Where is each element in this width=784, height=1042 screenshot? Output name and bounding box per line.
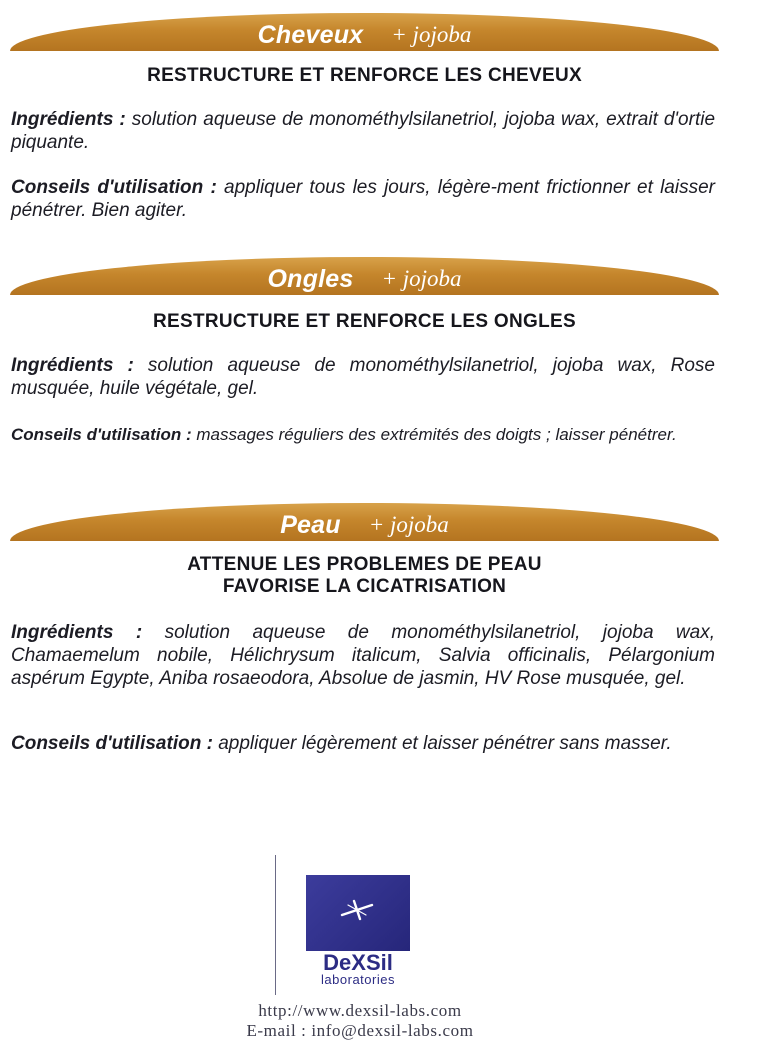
website-link[interactable]: http://www.dexsil-labs.com — [258, 1001, 462, 1020]
usage-text: appliquer légèrement et laisser pénétrer sans masser. — [212, 733, 672, 754]
section-subtitle: + jojoba — [391, 22, 472, 47]
ingredients-label: Ingrédients : — [11, 622, 143, 643]
ingredients-paragraph — [11, 354, 715, 400]
section-title: Peau — [280, 511, 341, 539]
usage-paragraph — [11, 176, 715, 222]
logo-subtitle: laboratories — [321, 972, 395, 987]
ingredients-label: Ingrédients : — [11, 109, 126, 130]
vertical-divider — [275, 855, 276, 995]
usage-label: Conseils d'utilisation : — [11, 177, 217, 198]
section-subtitle: + jojoba — [368, 512, 449, 537]
ingredients-paragraph — [11, 108, 715, 154]
ingredients-text: solution aqueuse de monométhylsilanetriol, jojoba wax, Rose musquée, huile végétale, gel. — [11, 355, 715, 399]
section-heading: RESTRUCTURE ET RENFORCE LES ONGLES — [153, 311, 576, 332]
ingredients-label: Ingrédients : — [11, 355, 134, 376]
logo-brand: DeXSil — [323, 950, 393, 975]
section-banner-ongles — [10, 257, 719, 295]
usage-text: massages réguliers des extrémités des doigts ; laisser pénétrer. — [191, 425, 677, 444]
usage-paragraph — [11, 732, 715, 755]
section-heading: RESTRUCTURE ET RENFORCE LES CHEVEUX — [147, 65, 582, 86]
section-heading-line2: FAVORISE LA CICATRISATION — [222, 576, 507, 597]
dexsil-logo-mark — [306, 875, 410, 951]
section-heading-line1: ATTENUE LES PROBLEMES DE PEAU — [187, 554, 542, 575]
email-link[interactable]: E-mail : info@dexsil-labs.com — [246, 1021, 474, 1040]
usage-label: Conseils d'utilisation : — [11, 425, 192, 444]
usage-text: appliquer tous les jours, légère-ment frictionner et laisser pénétrer. Bien agiter. — [11, 177, 715, 221]
section-banner-peau — [10, 503, 719, 541]
ingredients-text: solution aqueuse de monométhylsilanetriol, jojoba wax, Chamaemelum nobile, Hélichrysum italicum, Salvia officinalis, Pélargonium aspérum Egypte, Aniba rosaeodora, Absolue de jasmin, HV Rose musquée, gel. — [11, 622, 715, 689]
section-title: Cheveux — [257, 21, 364, 49]
usage-paragraph — [11, 424, 715, 445]
ingredients-text: solution aqueuse de monométhylsilanetriol, jojoba wax, extrait d'ortie piquante. — [11, 109, 716, 153]
section-title: Ongles — [267, 265, 354, 293]
usage-label: Conseils d'utilisation : — [11, 733, 213, 754]
ingredients-paragraph — [11, 621, 715, 690]
section-banner-cheveux — [10, 13, 719, 51]
section-subtitle: + jojoba — [381, 266, 462, 291]
star-spark-icon — [306, 875, 410, 951]
